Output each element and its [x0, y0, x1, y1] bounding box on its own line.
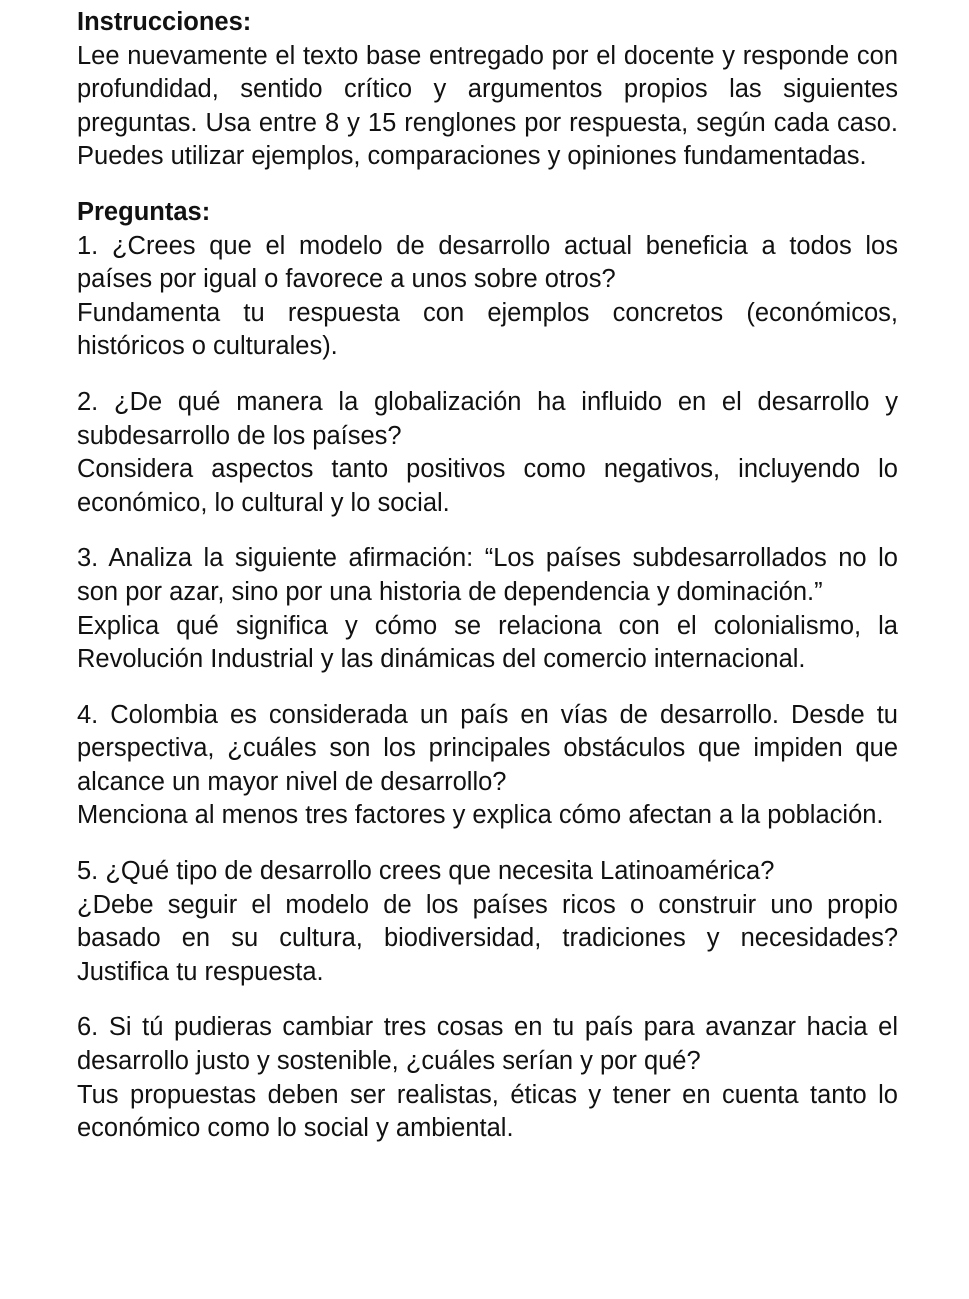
question-item-1 — [77, 230, 898, 364]
questions-heading: Preguntas: — [77, 197, 211, 226]
question-item-5 — [77, 855, 898, 989]
question-text: 1. ¿Crees que el modelo de desarrollo actual beneficia a todos los países por igual o favorece a unos sobre otros? — [77, 231, 898, 294]
question-text: 2. ¿De qué manera la globalización ha influido en el desarrollo y subdesarrollo de los países? — [77, 387, 898, 450]
question-detail: ¿Debe seguir el modelo de los países ricos o construir uno propio basado en su cultura, biodiversidad, tradiciones y necesidades? Justifica tu respuesta. — [77, 890, 898, 986]
question-detail: Explica qué significa y cómo se relaciona con el colonialismo, la Revolución Industrial y las dinámicas del comercio internacional. — [77, 611, 898, 674]
question-item-6 — [77, 1011, 898, 1145]
question-item-2 — [77, 386, 898, 520]
instructions-heading: Instrucciones: — [77, 8, 252, 36]
question-text: 5. ¿Qué tipo de desarrollo crees que necesita Latinoamérica? — [77, 857, 775, 886]
question-text: 6. Si tú pudieras cambiar tres cosas en tu país para avanzar hacia el desarrollo justo y sostenible, ¿cuáles serían y por qué? — [77, 1013, 898, 1076]
question-item-3 — [77, 542, 898, 676]
questions-section — [77, 196, 898, 1146]
instructions-section — [77, 6, 898, 174]
document-page — [77, 6, 898, 1168]
question-detail: Considera aspectos tanto positivos como negativos, incluyendo lo económico, lo cultural y lo social. — [77, 455, 898, 517]
question-detail: Fundamenta tu respuesta con ejemplos concretos (económicos, históricos o culturales). — [77, 298, 898, 361]
question-detail: Tus propuestas deben ser realistas, éticas y tener en cuenta tanto lo económico como lo social y ambiental. — [77, 1080, 898, 1143]
instructions-body: Lee nuevamente el texto base entregado por el docente y responde con profundidad, sentido crítico y argumentos propios las siguientes preguntas. Usa entre 8 y 15 renglones por respuesta, según cada caso. Puedes utilizar ejemplos, comparaciones y opiniones fundamentadas. — [77, 41, 898, 171]
question-text: 3. Analiza la siguiente afirmación: “Los países subdesarrollados no lo son por azar, sino por una historia de dependencia y dominación.” — [77, 544, 898, 606]
question-text: 4. Colombia es considerada un país en vías de desarrollo. Desde tu perspectiva, ¿cuáles son los principales obstáculos que impiden que alcance un mayor nivel de desarrollo? — [77, 700, 898, 796]
question-item-4 — [77, 699, 898, 833]
question-detail: Menciona al menos tres factores y explica cómo afectan a la población. — [77, 801, 884, 830]
